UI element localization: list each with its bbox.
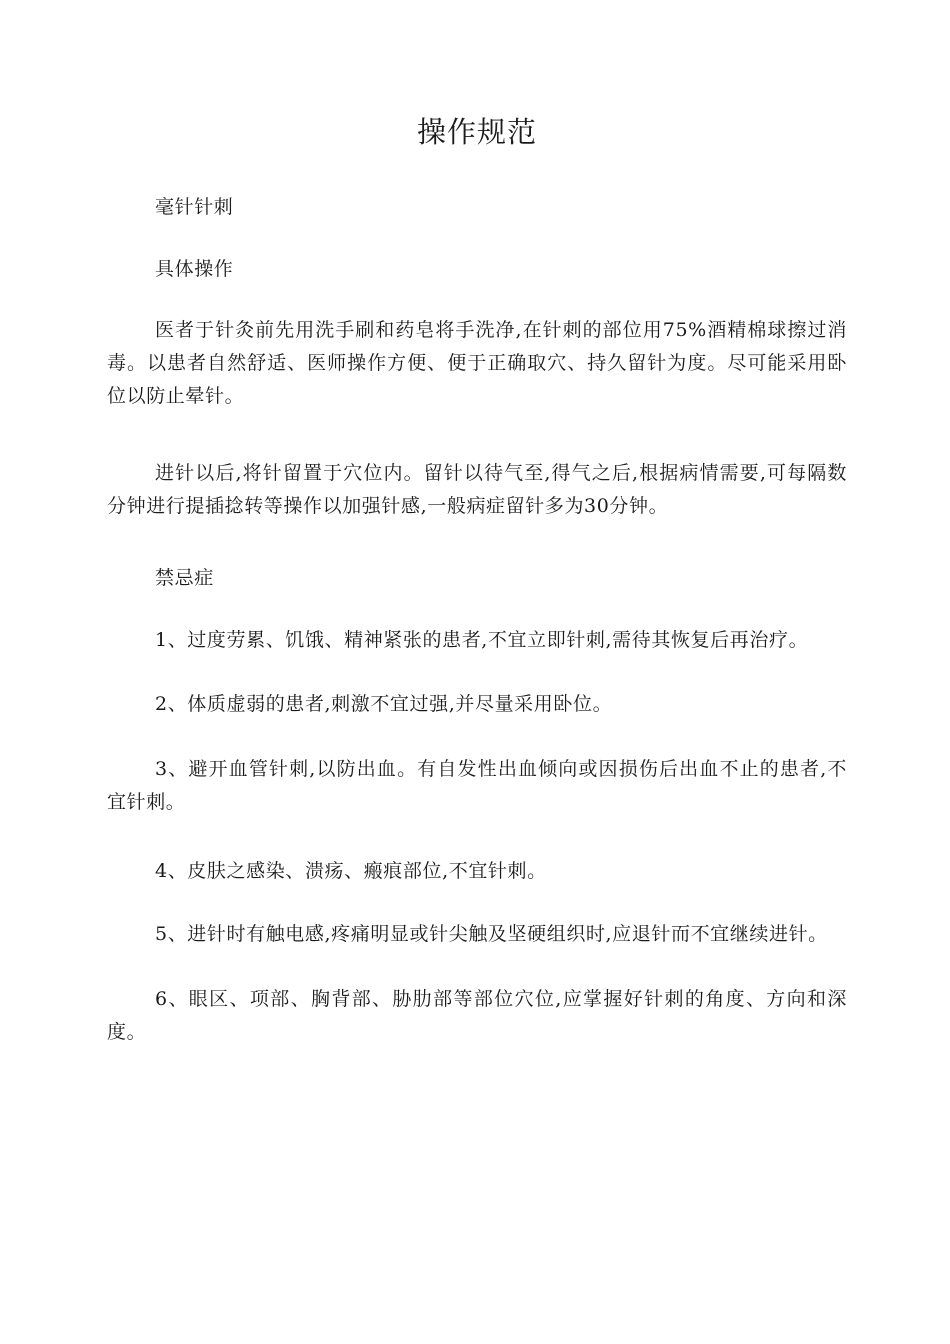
contraindication-item-5: 5、进针时有触电感,疼痛明显或针尖触及坚硬组织时,应退针而不宜继续进针。 [155, 923, 828, 945]
section-heading-needling: 毫针针刺 [155, 196, 234, 218]
contraindication-item-3: 3、避开血管针刺,以防出血。有自发性出血倾向或因损伤后出血不止的患者,不宜针刺。 [107, 758, 847, 813]
contraindication-item-4: 4、皮肤之感染、溃疡、瘢痕部位,不宜针刺。 [155, 860, 547, 882]
paragraph-needle-retention: 进针以后,将针留置于穴位内。留针以待气至,得气之后,根据病情需要,可每隔数分钟进行提插捻转等操作以加强针感,一般病症留针多为30分钟。 [107, 462, 847, 517]
contraindication-item-2: 2、体质虚弱的患者,刺激不宜过强,并尽量采用卧位。 [155, 693, 613, 715]
contraindication-item-1: 1、过度劳累、饥饿、精神紧张的患者,不宜立即针刺,需待其恢复后再治疗。 [155, 629, 809, 651]
section-heading-procedure: 具体操作 [155, 258, 234, 280]
section-heading-contraindications: 禁忌症 [155, 567, 214, 589]
contraindication-item-6: 6、眼区、项部、胸背部、胁肋部等部位穴位,应掌握好针刺的角度、方向和深度。 [107, 988, 847, 1043]
paragraph-preparation: 医者于针灸前先用洗手刷和药皂将手洗净,在针刺的部位用75%酒精棉球擦过消毒。以患者自然舒适、医师操作方便、便于正确取穴、持久留针为度。尽可能采用卧位以防止晕针。 [107, 319, 847, 407]
document-title: 操作规范 [416, 115, 537, 149]
